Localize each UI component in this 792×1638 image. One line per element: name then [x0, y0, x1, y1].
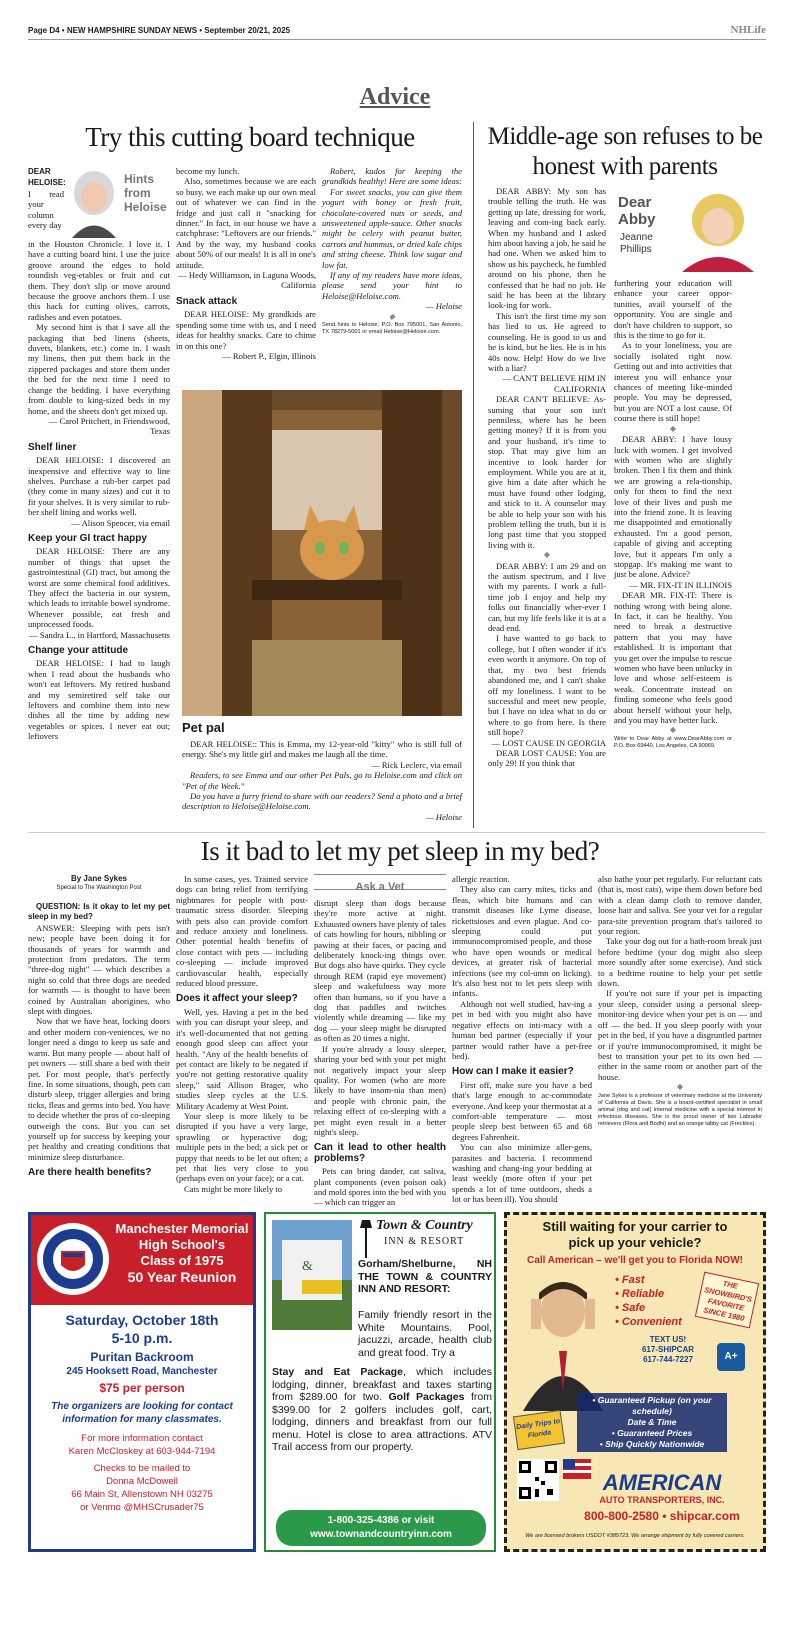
ask-a-vet-tag: [314, 874, 446, 893]
pet-bio: Jane Sykes is a professor of veterinary medicine at the University of California at Davis. She is a board-certified specialist in small animal (dog and cat) internal medicine with a special interest in infectious diseases. She is the proud owner of two Labrador retrievers (Flora and Bodhi) and an orange tabby cat (Freckles).: [598, 1092, 762, 1127]
pet-c3a: disrupt sleep than dogs because they're more active at night. Exhausted owners have plenty of tales of cats howling for hours, nibbling or pawing at their faces, or pacing and deliberately knock-ing things over. But dogs also have quirks. They cycle through REM (rapid eye movement) sleep and wakefulness way more often than humans, so if you have a dog that paddles and twitches violently while dreaming — like my dog — your sleep might be disrupted as often as 20 times a night.: [314, 898, 446, 1044]
auto-badge: THE SNOWBIRD'S FAVORITE SINCE 1980: [695, 1272, 759, 1329]
ad-reunion-mail4: or Venmo @MHSCrusader75: [80, 1502, 204, 1513]
pet-byline2: Special to The Washington Post: [56, 885, 142, 891]
heloise-col2b: Also, sometimes because we are each so busy, we each make up our own meal out of whatever we can find in the fridge and just call it "snacking for dinner." In fact, in our house we have a catchphrase: "Leftovers are our friends." And by the way, my husband cooks about 50% of our meals! It is all in one's attitude.: [176, 176, 316, 270]
ad-reunion-looking: The organizers are looking for contact information for many classmates.: [51, 1401, 233, 1425]
ad-reunion-address: 245 Hooksett Road, Manchester: [66, 1366, 218, 1377]
ad-auto[interactable]: [504, 1212, 766, 1552]
inn-pkg1: Stay and Eat Package: [272, 1366, 403, 1378]
abby-col2: furthering your education will enhance your career oppor-tunities, avail yourself of the opportunity. You are single and don't have children to support, so this is the time to go for it. As to your loneliness, you are socially isolated right now. Getting out and into activities that interest you will enhance your chances of meeting like-minded people. You may be depressed, but you are NOT a lost cause. Of course there is still hope! ◆ DEAR ABBY: I have lousy luck with women. I get involved with women who are slightly broken. Then I fix them and think we are growing a rela-tionship, only for them to find the next love of their lives and push me into the friend zone. It is leaving me disappointed and emotionally exhausted. I'm a good person, capable of giving and accepting love, but it appears I'm only a stopgap. It's making me want to just be alone. Advice? — MR. FIX-IT IN ILLINOIS DEAR MR. FIX-IT: There is nothing wrong with being alone. In fact, it can be healthy. You need to break a destructive pattern that you may have established. It is important that you get over the impulse to rescue women who have been unlucky in love and whose self-esteem is weak. Concentrate instead on finding someone who feels good about herself without your help, and you may have better luck. ◆ Write to Dear Abby at www.DearAbby.com or P.O. Box 69440, Los Angeles, CA 90069.: [614, 278, 732, 749]
auto-bullet-1: • Reliable: [615, 1288, 665, 1300]
auto-bullet-0: • Fast: [615, 1274, 645, 1286]
ad-reunion-date: Saturday, October 18th: [65, 1312, 219, 1328]
ad-reunion-mail1: Checks to be mailed to: [93, 1463, 191, 1474]
abby-col1: DEAR ABBY: My son has trouble telling the truth. He was getting up late, dressing for work, leaving and com-ing back early. When my husband and I asked him about having a job, he said he had one. When we asked him to show us his paycheck, he fumbled around on his phone, then he confessed that he had no job. He said he has been at the library look-ing for work. This isn't the first time my son has lied to us. He agreed to counseling. He is good to us and he is kind, but he lies. He is in his 40s now. Help! How do we live with a liar? — CAN'T BELIEVE HIM IN CALIFORNIA DEAR CAN'T BELIEVE: As-suming that your son isn't penniless, where has he been getting money? If it is from you and your husband, it's time to stop. That may give him an incentive to look harder for employment. While you are at it, give him a date after which he must have found other lodging, and stick to it. A counselor may be able to help your son with his problem telling the truth, but it is long past time that you stopped living with it. ◆ DEAR ABBY: I am 29 and on the autism spectrum, and I live with my parents. I work a full-time job I enjoy and help my folks out financially wher-ever I can, but my life feels like it is at a dead end. I have wanted to go back to college, but I often wonder if it's even worth it anymore. On top of that, my two best friends abandoned me, and I can't shake off my loneliness. I want to be successful and meet new people, but I have no idea what to do or where to go from here. Is there still hope? — LOST CAUSE IN GEORGIA DEAR LOST CAUSE: You are only 29! If you think that: [488, 186, 606, 769]
auto-bullet-3: • Convenient: [615, 1316, 682, 1328]
pet-pal-body: [182, 739, 462, 822]
heloise-sig2: — Hedy Williamson, in Laguna Woods, California: [178, 270, 316, 291]
auto-head1: Still waiting for your carrier to: [542, 1219, 728, 1234]
heloise-sub-att: Change your attitude: [28, 645, 129, 657]
auto-sub: Call American – we'll get you to Florida NOW!: [527, 1255, 743, 1266]
cat-photo-art: [182, 390, 462, 716]
school-seal-icon: [35, 1221, 111, 1297]
abby-write: Write to Dear Abby at www.DearAbby.com or P.O. Box 69440, Los Angeles, CA 90069.: [614, 735, 732, 749]
heloise-sig1: — Carol Pritchett, in Friendswood, Texas: [48, 415, 170, 437]
pet-col1: [28, 902, 170, 1181]
heloise-att: DEAR HELOISE: I had to laugh when I read about the husbands who won't eat leftovers. My retired husband and my semiretired self take our leftovers and combine them into new dishes all the time by adding new vegetables or spices. I never eat out; leftovers: [28, 658, 170, 742]
pet-c4e: You can also minimize aller-gens, parasites and bacteria. I recommend washing and chang-ing your bedding at least weekly (more often if your pet spends a lot of time outdoors, sheds a lot or has been ill). You should: [452, 1142, 592, 1205]
pet-sub2: Does it affect your sleep?: [176, 993, 298, 1005]
pet-pal-p2: Readers, to see Emma and our other Pet Pals, go to Heloise.com and click on "Pet of the Week.": [182, 770, 462, 791]
inn-pkg2: Golf Packages: [388, 1391, 465, 1403]
pet-sub1: Are there health benefits?: [28, 1167, 152, 1179]
pet-sub4: How can I make it easier?: [452, 1066, 574, 1078]
abby-p9: DEAR ABBY: I have lousy luck with women. I get involved with women who are slightly broken. Then I fix them and think we are growing a rela-tionship, only for them to find the next love of their lives and push me into the friend zone. It is leaving me disappointed and emotionally exhausted. I'm a good person, capable of giving and accepting love, but it appears I'm only a stopgap. It's making me want to just be alone. Advice?: [614, 434, 732, 580]
abby-p8: As to your loneliness, you are socially isolated right now. Getting out and into activities that interest you will enhance your chances of meeting like-minded people. You may be depressed, but you are NOT a lost cause. Of course there is still hope!: [614, 340, 732, 424]
heloise-sig-gi: — Sandra L., in Hartford, Massachusetts: [29, 629, 170, 640]
inn-cta1: 1-800-325-4386 or visit: [327, 1515, 435, 1526]
pet-c2c: Your sleep is more likely to be disrupted if you have a very large, sprawling or hyperactive dog; multiple pets in the bed; a sick pet or puppy that needs to be let out often; a pet that lies very close to you (perhaps even on your face); or a cat.: [176, 1110, 308, 1184]
heloise-col1-top: DEAR HELOISE: I read your column every day: [28, 167, 66, 231]
abby-sig2: — LOST CAUSE IN GEORGIA: [491, 737, 606, 748]
section-title: Advice: [359, 84, 431, 110]
inn-building-photo: [272, 1220, 352, 1330]
ad-reunion-title2: High School's: [138, 1237, 226, 1252]
ad-reunion-title: [113, 1221, 251, 1285]
auto-text-us[interactable]: [633, 1335, 703, 1365]
inn-logo2: INN & RESORT: [384, 1236, 465, 1247]
pet-c4d: First off, make sure you have a bed that's large enough to ac-commodate everyone. And keep your thermostat at a comfort-able temperature — most people sleep best between 65 and 68 degrees Fahrenheit.: [452, 1079, 592, 1142]
abby-portrait: [672, 182, 764, 272]
inn-copy-bold: Gorham/Shelburne, NH THE TOWN & COUNTRY INN AND RESORT:: [358, 1258, 492, 1295]
heloise-sig3: — Heloise: [425, 301, 462, 312]
abby-sig1: — CAN'T BELIEVE HIM IN CALIFORNIA: [502, 373, 606, 394]
ad-reunion-info1: For more information contact: [81, 1433, 203, 1444]
abby-p6: DEAR LOST CAUSE: You are only 29! If you think that: [488, 747, 606, 769]
auto-brand2: AUTO TRANSPORTERS, INC.: [599, 1495, 725, 1505]
inn-body2: , which includes lodging, dinner, breakfast and taxes starting from $289.00 for two.: [272, 1366, 492, 1403]
ad-reunion-title4: 50 Year Reunion: [127, 1269, 237, 1285]
pet-c4a: allergic reaction.: [452, 874, 510, 884]
pet-question: QUESTION: Is it okay to let my pet sleep in my bed?: [28, 902, 170, 922]
ad-reunion-title1: Manchester Memorial: [115, 1221, 249, 1236]
abby-tag: Dear Abby: [618, 194, 656, 228]
qr-code-icon[interactable]: [517, 1459, 559, 1501]
abby-p10: DEAR MR. FIX-IT: There is nothing wrong with being alone. In fact, it can be healthy. You need to break a destructive pattern that you may have established. It is important that you get over the impulse to rescue women who have been unlucky in love and whose self-esteem is weak. Concentrate instead on finding someone who feels good about herself without your help, and you may have better luck.: [614, 590, 732, 726]
ad-reunion-details: [31, 1311, 253, 1514]
pet-c4c: Although not well studied, hav-ing a pet in bed with you might also have negative effects on inti-macy with a human bed partner (especially if your partner would rather have a pet-free bed).: [452, 998, 592, 1061]
pet-c4b: They also can carry mites, ticks and fleas, which bite humans and can transmit diseases like Lyme disease, rickettsioses and even plague. And co-sleeping could put immunocompromised people, and those who have open wounds or medical devices, at greater risk of bacterial infections (see my col-umn on licking). It's also best not to let pets sleep with infants.: [452, 884, 592, 999]
ad-reunion-mail2: Donna McDowell: [106, 1476, 178, 1487]
masthead-section: NHLife: [730, 24, 766, 36]
inn-copy-mid: Family friendly resort in the White Mountains. Pool, jacuzzi, arcade, health club and great food. Try a: [358, 1309, 492, 1359]
auto-text-us-label: TEXT US!: [649, 1335, 687, 1344]
masthead-left: Page D4 • NEW HAMPSHIRE SUNDAY NEWS • September 20/21, 2025: [28, 26, 291, 35]
heloise-snack: DEAR HELOISE: My grandkids are spending some time with us, and I need ideas for healthy snacks. Care to chime in on this one?: [176, 309, 316, 351]
section-divider: [28, 832, 766, 833]
heloise-tag: Hints from Heloise: [124, 172, 167, 214]
bbb-badge-icon: A+: [717, 1343, 745, 1371]
pet-c1c: Now that we have heat, locking doors and other modern con-veniences, we no longer need a dingo to keep us safe and warm. But many people — about half of pet owners — still share a bed with their pet. For most people, that's perfectly fine. In some situations, though, pets can disturb sleep, trigger allergies and bring ticks, fleas and germs into bed. You have to decide whether the pros of co-sleeping outweigh the cons. But you can set yourself up for success by keeping your pet healthy and creating conditions that minimize sleep disturbance.: [28, 1016, 170, 1162]
inn-copy-bottom: [272, 1366, 492, 1454]
pet-c3b: If you're already a lousy sleeper, sharing your bed with your pet might not negatively impact your sleep quality. For women (who are more likely to have insom-nia than men) and people with chronic pain, the relaxing effect of co-sleeping with a pet might even result in a better night's sleep.: [314, 1043, 446, 1137]
ad-reunion-mail3: 66 Main St, Allenstown NH 03275: [71, 1489, 213, 1500]
auto-guarantees: [577, 1393, 727, 1452]
heloise-send: Send hints to Heloise, P.O. Box 795001, San Antonio, TX 78279-5001 or email Heloise@Heloise.com.: [322, 322, 462, 336]
heloise-col1: in the Houston Chronicle. I love it. I have a cutting board hint. I use the juice groove around the edges to hold roundish veg-etables or fruit and cut them. They don't slip or move around because the groove anchors them. I use this hack for cutting olives, carrots, radishes and even potatoes. My second hint is that I save all the packaging that bed linens (sheets, duvets, blankets, etc.) come in. I wash my linens, then put them back in the zippered packages and store them under the bed for the next time I need to change the bedding. I have everything from double to king-sized beds in my home, and the sheets don't get mixed up. — Carol Pritchett, in Friendswood, Texas Shelf liner DEAR HELOISE: I discovered an inexpensive and effective way to line shelves. Purchase a rub-ber carpet pad (they come in many sizes) and cut it to fit your shelves. It is very similar to rub-ber shelf lining and works well. — Alison Spencer, via email Keep your GI tract happy DEAR HELOISE: There are any number of things that upset the gastrointestinal (GI) tract, but among the worst are some chemical food additives. They affect the bacteria in our system, which leads to irritable bowel syndrome. Whenever possible, eat fresh and unprocessed foods. — Sandra L., in Hartford, Massachusetts Change your attitude DEAR HELOISE: I had to laugh when I read about the husbands who won't eat leftovers. My retired husband and my semiretired self take our leftovers and combine them into new dishes all the time by adding new vegetables or spices. I never eat out; leftovers: [28, 239, 170, 742]
inn-logo1: Town & Country: [376, 1218, 473, 1233]
auto-head2: pick up your vehicle?: [568, 1235, 702, 1250]
inn-cta2[interactable]: www.townandcountryinn.com: [310, 1529, 452, 1540]
pet-pal-sig2: — Heloise: [425, 811, 462, 822]
svg-text:&: &: [302, 1259, 313, 1274]
ad-reunion-title3: Class of 1975: [140, 1253, 224, 1268]
heloise-col3c: If any of my readers have more ideas, please send your hint to Heloise@Heloise.com.: [322, 270, 462, 301]
inn-cta-button[interactable]: [276, 1510, 486, 1546]
auto-bullet-2: • Safe: [615, 1302, 646, 1314]
abby-p7: furthering your education will enhance your career oppor-tunities, avail yourself of the opportunity. You are single and don't have children to support, so this is the time to go for it.: [614, 278, 732, 341]
auto-phone[interactable]: 800-800-2580 • shipcar.com: [584, 1509, 740, 1523]
auto-text-num2: 617-744-7227: [643, 1355, 693, 1364]
heloise-headline: Try this cutting board technique: [85, 122, 415, 152]
pet-col4: [452, 874, 592, 1205]
pet-c2d: Cats might be more likely to: [184, 1183, 283, 1194]
abby-p3: DEAR CAN'T BELIEVE: As-suming that your son isn't penniless, where has he been getting money? If it is from you and your husband, it's time to stop. That may give him an incentive to look harder for employment. While you are at it, give him a date after which he must have found other lodging, and stick to it. A counselor may be able to help your son with his problem telling the truth, but it is long past time that you stopped living with it.: [488, 394, 606, 550]
heloise-shelf: DEAR HELOISE: I discovered an inexpensive and effective way to line shelves. Purchase a rub-ber carpet pad (they come in many sizes) and cut it to fit your shelves. It is very similar to rub-ber shelf lining and works well.: [28, 455, 170, 518]
auto-brand1: AMERICAN: [602, 1470, 722, 1495]
heloise-sig-shelf: — Alison Spencer, via email: [71, 517, 170, 528]
abby-byline: Jeanne Phillips: [620, 232, 653, 255]
ad-reunion-info2: Karen McCloskey at 603-944-7194: [68, 1446, 216, 1457]
heloise-sub-shelf: Shelf liner: [28, 441, 77, 453]
ad-inn[interactable]: [264, 1212, 496, 1552]
auto-guar-3: • Ship Quickly Nationwide: [599, 1439, 705, 1449]
inn-copy-top: [358, 1258, 492, 1296]
heloise-sig-snack: — Robert P., Elgin, Illinois: [222, 350, 316, 361]
ad-reunion-venue: Puritan Backroom: [90, 1350, 194, 1364]
pet-col5: also bathe your pet regularly. For reluctant cats (that is, most cats), wipe them down before bed with a clean damp cloth to remove dander, loose hair and saliva. See your vet for a regular para-site prevention program that's tailored to your region. Take your dog out for a bath-room break just before bedtime (your dog might also sleep more soundly after some exercise). And stick to a bedtime routine to help your pet settle down. If you're not sure if your pet is impacting your sleep, consider using a personal sleep-monitor-ing device when your pet is on — and off — the bed. If you sleep poorly with your pet in the bed, if you have a disgruntled partner or if you're immunocompromised, it might be best to transition your pet to its own bed — either in the same room or another part of the house. ◆ Jane Sykes is a professor of veterinary medicine at the University of California at Davis. She is a board-certified specialist in small animal (dog and cat) internal medicine with a special interest in infectious diseases. She is the proud owner of two Labrador retrievers (Flora and Bodhi) and an orange tabby cat (Freckles).: [598, 874, 762, 1127]
lamp-post-icon: [356, 1218, 376, 1258]
ad-reunion[interactable]: [28, 1212, 256, 1552]
ad-reunion-price: $75 per person: [99, 1381, 185, 1395]
pet-headline: Is it bad to let my pet sleep in my bed?: [200, 836, 600, 866]
heloise-col3a: Robert, kudos for keeping the grandkids healthy! Here are some ideas:: [322, 166, 462, 187]
pet-c5c: If you're not sure if your pet is impacting your sleep, consider using a personal sleep-monitor-ing device when your pet is on — and off — the bed. If you sleep poorly with your pet in the bed, if you have a disgruntled partner or if you're immunocompromised, it might be best to transition your pet to its own bed — either in the same room or another part of the house.: [598, 988, 762, 1082]
auto-guar-1: Date & Time: [627, 1417, 677, 1427]
auto-head: [507, 1219, 763, 1251]
masthead: [28, 26, 766, 40]
cat-photo: [182, 390, 462, 716]
auto-daily-trips: Daily Trips to Florida: [513, 1410, 565, 1450]
abby-p1: DEAR ABBY: My son has trouble telling the truth. He was getting up late, dressing for work, leaving and com-ing back early. When my husband and I asked him about having a job, he said he had one. When we asked him to show us his paycheck, he fumbled around on his phone, then he confessed that he had no job. He said he has been at the library look-ing for work.: [488, 186, 606, 311]
pet-byline: By Jane Sykes: [70, 874, 128, 883]
pet-pal-title: Pet pal: [182, 720, 225, 735]
abby-p4: DEAR ABBY: I am 29 and on the autism spectrum, and I live with my parents. I work a full-time job I enjoy and help my folks out financially wher-ever I can, but my life feels like it is at a dead end.: [488, 560, 606, 634]
ask-a-vet-label: Ask a Vet: [355, 881, 405, 893]
heloise-col2a: become my lunch.: [176, 166, 240, 176]
abby-headline: Middle-age son refuses to be honest with parents: [487, 123, 763, 180]
stressed-man-photo: [517, 1271, 609, 1411]
heloise-sub-gi: Keep your GI tract happy: [28, 532, 147, 544]
abby-sig3: — MR. FIX-IT IN ILLINOIS: [629, 579, 732, 590]
pet-c5a: also bathe your pet regularly. For reluctant cats (that is, most cats), wipe them down before bed with a clean damp cloth to remove dander, loose hair and saliva. See your vet for a regular para-site prevention program that's tailored to your region.: [598, 874, 762, 937]
pet-pal-sig: — Rick Leclerc, via email: [371, 759, 462, 770]
pet-answer: ANSWER: Sleeping with pets isn't new; people have been doing it for thousands of years for warmth and protection from predators. The term "three-dog night" — which describes a night so cold that three dogs are needed for warmth — is thought to have been coined by Australian aborigines, who slept with dingoes.: [28, 922, 170, 1017]
auto-bullets: [615, 1273, 695, 1329]
pet-c2a: In some cases, yes. Trained service dogs can bring relief from terrifying nightmares for people with post-traumatic stress disorder. Sleeping with pets also can provide comfort and reduce anxiety and loneliness. Other potential health benefits of close contact with pets — including co-sleeping — include improved cardiovascular health, especially reduced blood pressure.: [176, 874, 308, 989]
heloise-p2: My second hint is that I save all the packaging that bed linens (sheets, duvets, blankets, etc.) come in. I wash my linens, then put them back in the zippered packages and store them under the bed for the next time I need to change the bedding. I have everything from double to king-sized beds in my home, and the sheets don't get mixed up.: [28, 322, 170, 416]
auto-guar-0: • Guaranteed Pickup (on your schedule): [592, 1395, 712, 1416]
pet-c2b: Well, yes. Having a pet in the bed with you can disrupt your sleep, and it's well-documented that not getting enough good sleep can affect your health. "Any of the health benefits of pet contact are likely to be negated if you're not getting restorative quality sleep," said Allison Brager, who studies sleep cycles at the U.S. Military Academy at West Point.: [176, 1006, 308, 1111]
pet-c3c: Pets can bring dander, cat saliva, plant components (even poison oak) and mold spores into the bed with you — which can trigger an: [314, 1166, 446, 1208]
pet-sub3: Can it lead to other health problems?: [314, 1142, 446, 1164]
abby-p2: This isn't the first time my son has lied to us. He agreed to counseling. He is good to us and he is kind, but he lies. He is in his 40s now. Help! How do we live with a liar?: [488, 310, 606, 373]
auto-guar-2: • Guaranteed Prices: [611, 1428, 693, 1438]
heloise-portrait: [64, 163, 122, 238]
heloise-gi: DEAR HELOISE: There are any number of things that upset the gastrointestinal (GI) tract, but among the worst are some chemical food additives. They affect the bacteria in our system, which leads to irritable bowel syndrome. Whenever possible, eat fresh and unprocessed foods.: [28, 546, 170, 630]
column-rule: [473, 122, 474, 828]
heloise-col3: Robert, kudos for keeping the grandkids healthy! Here are some ideas: For sweet snacks, you can give them yogurt with honey or fresh fruit, chocolate-covered nuts or seeds, and unsweetened apple-sauce. Other snacks might be celery with peanut butter, carrots and hummus, or dried kale chips and string cheese. Think low sugar and low fat. If any of my readers have more ideas, please send your hint to Heloise@Heloise.com. — Heloise ◆ Send hints to Heloise, P.O. Box 795001, San Antonio, TX 78279-5001 or email Heloise@Heloise.com.: [322, 166, 462, 336]
pet-pal-p1: DEAR HELOISE:: This is Emma, my 12-year-old "kitty" who is still full of energy. She's my little girl and makes me laugh all the time.: [182, 739, 462, 760]
section-title-wrap: [300, 84, 490, 111]
pet-pal-p3: Do you have a furry friend to share with our readers? Send a photo and a brief description to Heloise@Heloise.com.: [182, 791, 462, 812]
heloise-photo: [64, 163, 122, 238]
inn-body3: from $399.00 for 2 golfers includes golf, cart, lodging, dinners and breakfast from our full menu. Hotel is close to area attractions. ATV Trail access from our property.: [272, 1391, 492, 1453]
pet-col2: [176, 874, 308, 1194]
heloise-col3b: For sweet snacks, you can give them yogurt with honey or fresh fruit, chocolate-covered nuts or seeds, and unsweetened apple-sauce. Other snacks might be celery with peanut butter, carrots and hummus, or dried kale chips and string cheese. Think low sugar and low fat.: [322, 186, 462, 270]
ad-reunion-time: 5-10 p.m.: [111, 1330, 173, 1346]
pet-c5b: Take your dog out for a bath-room break just before bedtime (your dog might also sleep more soundly after some exercise). And stick to a bedtime routine to help your pet settle down.: [598, 936, 762, 989]
abby-p5: I have wanted to go back to college, but I often wonder if it's even worth it anymore. On top of that, my two best friends abandoned me, and I can't shake off my loneliness. I want to be successful and meet new people, but I have no idea what to do or where to go from here. Is there still hope?: [488, 633, 606, 738]
auto-text-num: 617-SHIPCAR: [641, 1345, 694, 1354]
heloise-sub-snack: Snack attack: [176, 295, 238, 307]
abby-photo: [672, 182, 764, 272]
auto-fine: We are licensed brokers USDOT #385723. We arrange shipment by fully covered carriers.: [525, 1533, 745, 1539]
pet-col3: [314, 898, 446, 1208]
heloise-col2: [176, 166, 316, 361]
